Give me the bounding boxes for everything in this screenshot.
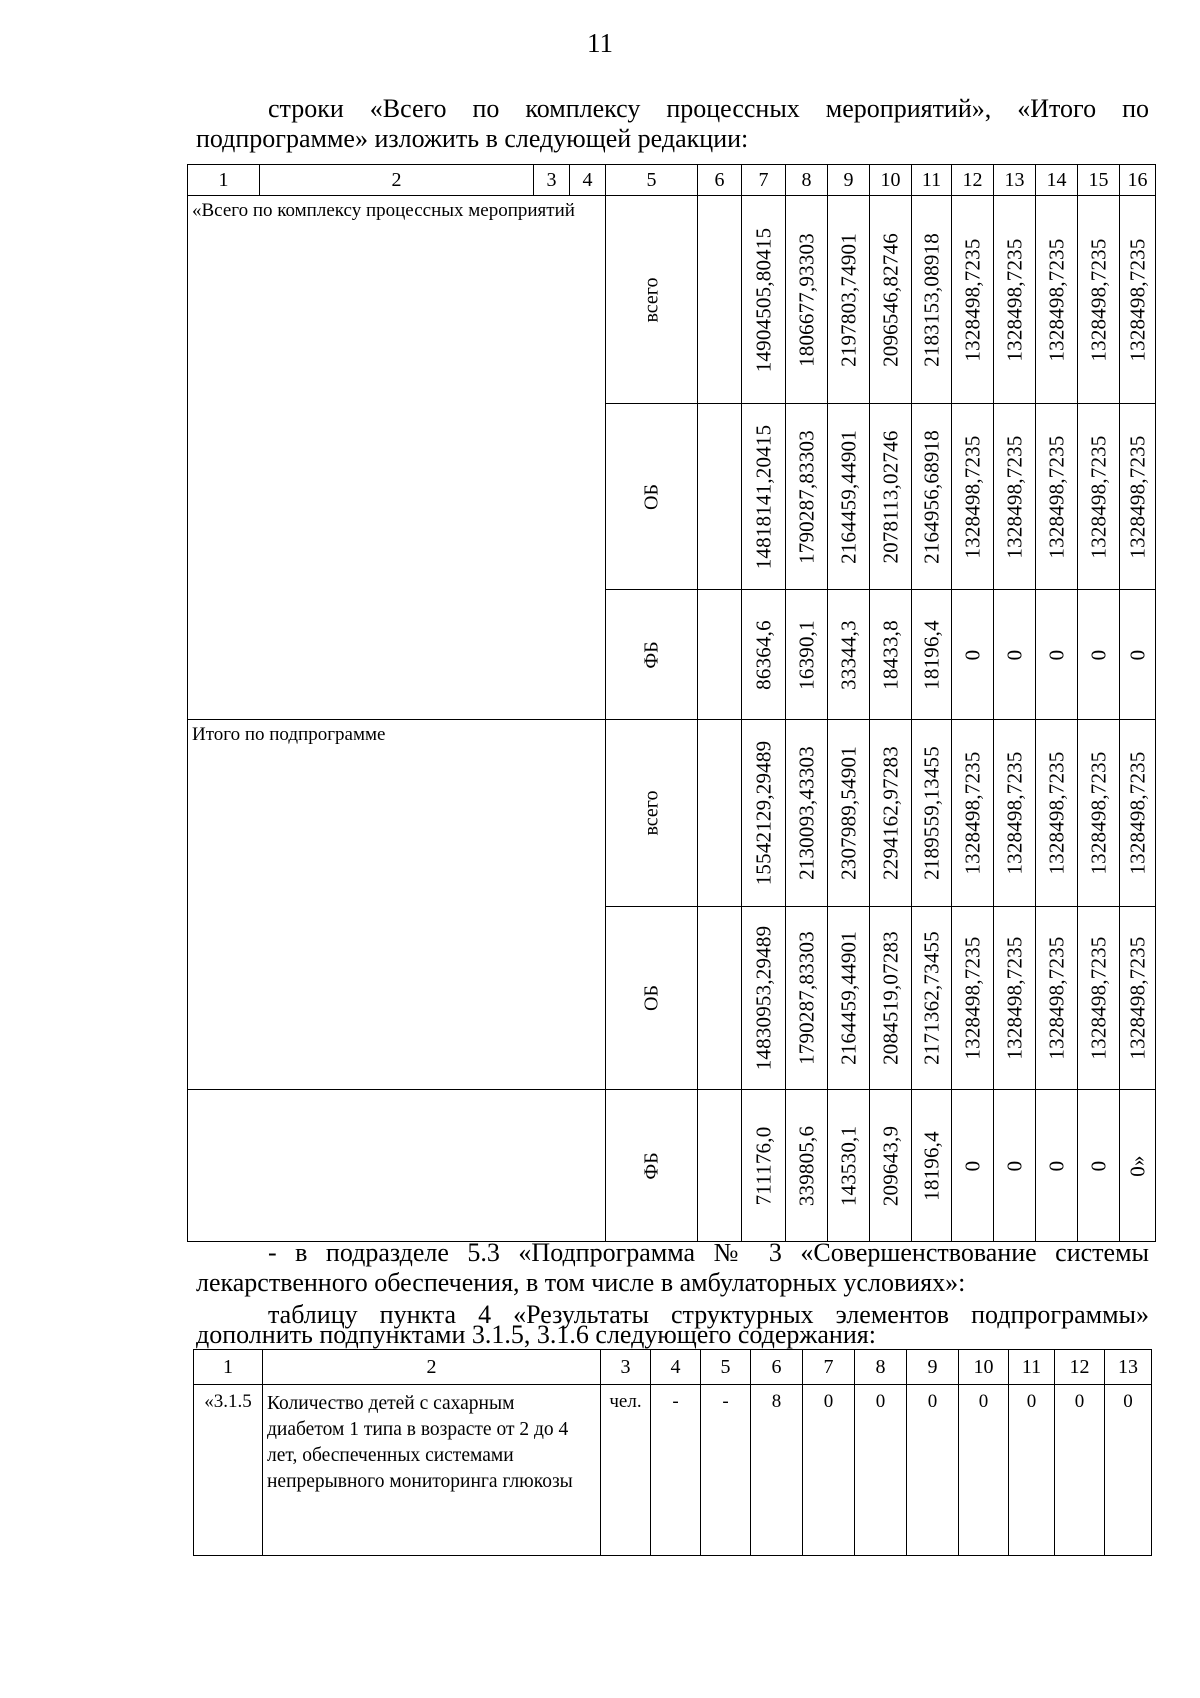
value-cell — [994, 1090, 1036, 1242]
value-text: 0 — [1125, 649, 1149, 660]
value-cell — [1078, 720, 1120, 907]
intro-line-1: строки «Всего по комплексу процессных мероприятий», «Итого по — [268, 94, 1149, 123]
value-cell — [1078, 907, 1120, 1090]
value-cell — [1036, 907, 1078, 1090]
results-table-header-row — [194, 1350, 1152, 1385]
funding-type-label: ОБ — [640, 483, 662, 510]
value-text: 0 — [1086, 1160, 1110, 1171]
value-text: 2096546,82746 — [878, 232, 902, 367]
value-cell — [870, 590, 912, 720]
header-cell: 1 — [188, 165, 260, 196]
row-value: 0 — [855, 1385, 907, 1556]
value-cell — [994, 590, 1036, 720]
value-text: 209643,9 — [878, 1125, 902, 1206]
budget-table — [187, 164, 1156, 1242]
value-text: 1790287,83303 — [794, 429, 818, 564]
value-cell — [1120, 1090, 1156, 1242]
value-cell — [828, 196, 870, 404]
intro-line-2: подпрограмме» изложить в следующей редакции: — [196, 124, 749, 153]
value-cell — [994, 196, 1036, 404]
header-cell: 2 — [260, 165, 534, 196]
results-table — [193, 1349, 1152, 1556]
row-value: 0 — [803, 1385, 855, 1556]
value-cell — [912, 720, 952, 907]
value-text: 1328498,7235 — [1086, 237, 1110, 362]
value-cell — [912, 404, 952, 590]
header-cell: 9 — [907, 1350, 959, 1385]
funding-type-cell — [606, 404, 698, 590]
value-cell — [912, 196, 952, 404]
value-cell — [828, 590, 870, 720]
header-cell: 10 — [870, 165, 912, 196]
section-line-4: дополнить подпунктами 3.1.5, 3.1.6 следующего содержания: — [196, 1320, 876, 1349]
header-cell: 14 — [1036, 165, 1078, 196]
value-text: 1328498,7235 — [1086, 751, 1110, 875]
row-value: 0 — [1055, 1385, 1105, 1556]
group-label-subprogram-total: Итого по подпрограмме — [188, 720, 606, 1090]
value-cell — [1120, 590, 1156, 720]
value-text: 1328498,7235 — [960, 936, 984, 1060]
value-cell — [870, 1090, 912, 1242]
value-cell — [1036, 590, 1078, 720]
funding-type-cell — [606, 720, 698, 907]
value-cell — [952, 404, 994, 590]
value-text: 2171362,73455 — [919, 931, 943, 1065]
value-cell — [786, 590, 828, 720]
value-cell — [1036, 720, 1078, 907]
header-cell: 1 — [194, 1350, 263, 1385]
header-cell: 9 — [828, 165, 870, 196]
value-cell — [912, 1090, 952, 1242]
value-text: 1328498,7235 — [1125, 237, 1149, 362]
value-cell — [1078, 590, 1120, 720]
value-text: 1328498,7235 — [960, 751, 984, 875]
value-cell — [912, 590, 952, 720]
header-cell: 2 — [263, 1350, 601, 1385]
value-text: 16390,1 — [794, 619, 818, 690]
empty-col6-cell — [698, 907, 742, 1090]
table-row — [188, 196, 1156, 404]
row-value: 0 — [1009, 1385, 1055, 1556]
header-cell: 5 — [606, 165, 698, 196]
table-row — [188, 720, 1156, 907]
value-cell — [1078, 196, 1120, 404]
value-cell — [786, 196, 828, 404]
header-cell: 8 — [786, 165, 828, 196]
value-cell — [870, 196, 912, 404]
value-cell — [952, 907, 994, 1090]
value-cell — [786, 720, 828, 907]
empty-col6-cell — [698, 590, 742, 720]
value-text: 1806677,93303 — [794, 232, 818, 367]
value-cell — [828, 404, 870, 590]
value-cell — [870, 907, 912, 1090]
value-text: 1328498,7235 — [1002, 434, 1026, 559]
value-text: 1328498,7235 — [1002, 936, 1026, 1060]
header-cell: 12 — [1055, 1350, 1105, 1385]
value-text: 2078113,02746 — [878, 429, 902, 564]
header-cell: 3 — [534, 165, 570, 196]
value-cell — [828, 907, 870, 1090]
empty-col6-cell — [698, 404, 742, 590]
value-text: 711176,0 — [751, 1126, 775, 1205]
value-text: 14818141,20415 — [751, 424, 775, 569]
value-cell — [828, 720, 870, 907]
funding-type-label: всего — [640, 276, 662, 323]
section-line-1: - в подразделе 5.3 «Подпрограмма № 3 «Совершенствование системы — [268, 1238, 1149, 1267]
header-cell: 3 — [601, 1350, 651, 1385]
header-cell: 12 — [952, 165, 994, 196]
value-text: 0 — [960, 1160, 984, 1171]
group-label-total-activities: «Всего по комплексу процессных мероприятий — [188, 196, 606, 720]
value-cell — [1036, 404, 1078, 590]
funding-type-cell — [606, 196, 698, 404]
value-text: 0» — [1125, 1154, 1149, 1177]
value-text: 1328498,7235 — [1002, 751, 1026, 875]
value-cell — [742, 404, 786, 590]
value-cell — [1036, 1090, 1078, 1242]
header-cell: 15 — [1078, 165, 1120, 196]
header-cell: 4 — [570, 165, 606, 196]
value-text: 0 — [1002, 1160, 1026, 1171]
value-cell — [742, 590, 786, 720]
value-text: 2084519,07283 — [878, 931, 902, 1065]
value-cell — [994, 720, 1036, 907]
value-text: 1328498,7235 — [1125, 936, 1149, 1060]
value-text: 33344,3 — [836, 619, 860, 690]
header-cell: 7 — [803, 1350, 855, 1385]
value-text: 2130093,43303 — [794, 746, 818, 880]
value-cell — [1120, 720, 1156, 907]
value-text: 1328498,7235 — [1002, 237, 1026, 362]
value-text: 14830953,29489 — [751, 925, 775, 1071]
value-cell — [1120, 907, 1156, 1090]
value-text: 1328498,7235 — [1125, 751, 1149, 875]
value-text: 15542129,29489 — [751, 740, 775, 886]
header-cell: 13 — [1105, 1350, 1152, 1385]
value-cell — [1120, 196, 1156, 404]
value-text: 143530,1 — [836, 1125, 860, 1206]
empty-col6-cell — [698, 196, 742, 404]
value-text: 1790287,83303 — [794, 931, 818, 1065]
header-cell: 6 — [698, 165, 742, 196]
funding-type-cell — [606, 907, 698, 1090]
value-text: 1328498,7235 — [1044, 237, 1068, 362]
value-text: 1328498,7235 — [1044, 936, 1068, 1060]
funding-type-label: ФБ — [640, 1151, 662, 1180]
row-value: 8 — [751, 1385, 803, 1556]
header-cell: 13 — [994, 165, 1036, 196]
value-cell — [870, 404, 912, 590]
empty-col6-cell — [698, 1090, 742, 1242]
funding-type-label: ФБ — [640, 640, 662, 669]
funding-type-cell — [606, 1090, 698, 1242]
row-unit: чел. — [601, 1385, 651, 1556]
value-text: 1328498,7235 — [1086, 434, 1110, 559]
header-cell: 4 — [651, 1350, 701, 1385]
page-number: 11 — [587, 28, 613, 58]
row-value: - — [701, 1385, 751, 1556]
table-row — [194, 1385, 1152, 1556]
value-text: 339805,6 — [794, 1125, 818, 1206]
value-text: 18433,8 — [878, 619, 902, 690]
value-cell — [828, 1090, 870, 1242]
value-text: 2189559,13455 — [919, 746, 943, 880]
value-text: 18196,4 — [919, 619, 943, 690]
header-cell: 16 — [1120, 165, 1156, 196]
row-description: Количество детей с сахарным диабетом 1 типа в возрасте от 2 до 4 лет, обеспеченных системами непрерывного мониторинга глюкозы — [263, 1385, 601, 1556]
value-cell — [1078, 404, 1120, 590]
value-text: 2183153,08918 — [919, 232, 943, 367]
value-cell — [742, 196, 786, 404]
value-text: 1328498,7235 — [960, 434, 984, 559]
value-cell — [786, 404, 828, 590]
value-cell — [742, 720, 786, 907]
budget-table-header-row — [188, 165, 1156, 196]
row-index: «3.1.5 — [194, 1385, 263, 1556]
header-cell: 11 — [912, 165, 952, 196]
funding-type-label: всего — [640, 790, 662, 836]
value-cell — [870, 720, 912, 907]
value-cell — [786, 907, 828, 1090]
value-text: 2294162,97283 — [878, 746, 902, 880]
funding-type-label: ОБ — [640, 985, 662, 1011]
empty-label-cell — [188, 1090, 606, 1242]
value-text: 86364,6 — [751, 619, 775, 690]
value-cell — [952, 1090, 994, 1242]
value-text: 14904505,80415 — [751, 227, 775, 372]
section-line-3: таблицу пункта 4 «Результаты структурных элементов подпрограммы» — [268, 1300, 1149, 1329]
value-text: 1328498,7235 — [1044, 434, 1068, 559]
value-cell — [994, 907, 1036, 1090]
header-cell: 10 — [959, 1350, 1009, 1385]
value-cell — [912, 907, 952, 1090]
value-cell — [1036, 196, 1078, 404]
header-cell: 6 — [751, 1350, 803, 1385]
value-text: 2164459,44901 — [836, 429, 860, 564]
value-cell — [1120, 404, 1156, 590]
value-cell — [952, 590, 994, 720]
section-line-2: лекарственного обеспечения, в том числе в амбулаторных условиях»: — [196, 1268, 966, 1297]
value-text: 1328498,7235 — [1086, 936, 1110, 1060]
value-cell — [742, 907, 786, 1090]
value-text: 1328498,7235 — [1125, 434, 1149, 559]
row-value: 0 — [959, 1385, 1009, 1556]
value-cell — [994, 404, 1036, 590]
header-cell: 5 — [701, 1350, 751, 1385]
value-cell — [1078, 1090, 1120, 1242]
value-text: 1328498,7235 — [1044, 751, 1068, 875]
value-text: 0 — [1002, 649, 1026, 660]
value-text: 0 — [1086, 649, 1110, 660]
value-text: 2164956,68918 — [919, 429, 943, 564]
value-cell — [952, 196, 994, 404]
row-value: 0 — [1105, 1385, 1152, 1556]
value-text: 0 — [960, 649, 984, 660]
value-text: 0 — [1044, 649, 1068, 660]
row-value: 0 — [907, 1385, 959, 1556]
empty-col6-cell — [698, 720, 742, 907]
value-text: 2164459,44901 — [836, 931, 860, 1065]
header-cell: 7 — [742, 165, 786, 196]
funding-type-cell — [606, 590, 698, 720]
table-row — [188, 1090, 1156, 1242]
value-cell — [786, 1090, 828, 1242]
value-text: 1328498,7235 — [960, 237, 984, 362]
value-text: 2197803,74901 — [836, 232, 860, 367]
value-cell — [742, 1090, 786, 1242]
header-cell: 11 — [1009, 1350, 1055, 1385]
header-cell: 8 — [855, 1350, 907, 1385]
value-text: 0 — [1044, 1160, 1068, 1171]
value-cell — [952, 720, 994, 907]
value-text: 18196,4 — [919, 1130, 943, 1201]
row-value: - — [651, 1385, 701, 1556]
value-text: 2307989,54901 — [836, 746, 860, 880]
